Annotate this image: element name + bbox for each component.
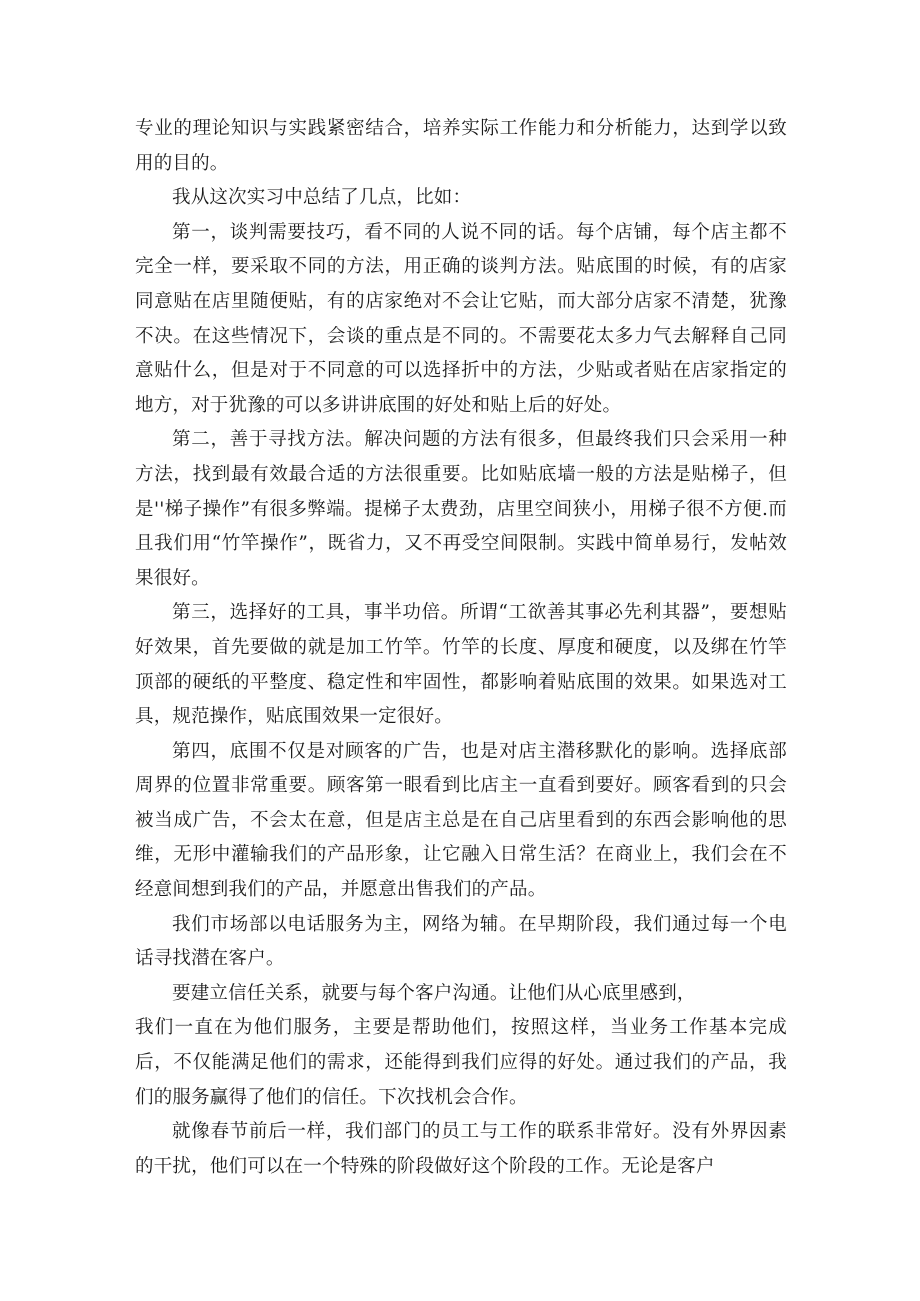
paragraph-8: 要建立信任关系，就要与每个客户沟通。让他们从心底里感到，	[172, 982, 696, 1004]
paragraph-2: 我从这次实习中总结了几点，比如：	[172, 187, 472, 209]
paragraph-9: 我们一直在为他们服务，主要是帮助他们，按照这样，当业务工作基本完成后，不仅能满足他们的需求，还能得到我们应得的好处。通过我们的产品，我们的服务赢得了他们的信任。下次找机会合作。	[135, 1017, 787, 1108]
paragraph-5: 第三，选择好的工具，事半功倍。所谓“工欲善其事必先利其器”，要想贴好效果，首先要做的就是加工竹竿。竹竿的长度、厚度和硬度，以及绑在竹竿顶部的硬纸的平整度、稳定性和牢固性，都影响着贴底围的效果。如果选对工具，规范操作，贴底围效果一定很好。	[135, 602, 787, 728]
paragraph-10: 就像春节前后一样，我们部门的员工与工作的联系非常好。没有外界因素的干扰，他们可以在一个特殊的阶段做好这个阶段的工作。无论是客户	[135, 1121, 787, 1177]
paragraph-3: 第一，谈判需要技巧，看不同的人说不同的话。每个店铺，每个店主都不完全一样，要采取不同的方法，用正确的谈判方法。贴底围的时候，有的店家同意贴在店里随便贴，有的店家绝对不会让它贴，而大部分店家不清楚，犹豫不决。在这些情况下，会谈的重点是不同的。不需要花太多力气去解释自己同意贴什么，但是对于不同意的可以选择折中的方法，少贴或者贴在店家指定的地方，对于犹豫的可以多讲讲底围的好处和贴上后的好处。	[135, 221, 787, 416]
paragraph-1: 专业的理论知识与实践紧密结合，培养实际工作能力和分析能力，达到学以致用的目的。	[135, 118, 787, 174]
document-body	[135, 112, 787, 1184]
paragraph-6: 第四，底围不仅是对顾客的广告，也是对店主潜移默化的影响。选择底部周界的位置非常重要。顾客第一眼看到比店主一直看到要好。顾客看到的只会被当成广告，不会太在意，但是店主总是在自己店里看到的东西会影响他的思维，无形中灌输我们的产品形象，让它融入日常生活？在商业上，我们会在不经意间想到我们的产品，并愿意出售我们的产品。	[135, 740, 787, 901]
paragraph-4: 第二，善于寻找方法。解决问题的方法有很多，但最终我们只会采用一种方法，找到最有效最合适的方法很重要。比如贴底墙一般的方法是贴梯子，但是''梯子操作”有很多弊端。提梯子太费劲，店里空间狭小，用梯子很不方便.而且我们用“竹竿操作”，既省力，又不再受空间限制。实践中简单易行，发帖效果很好。	[135, 429, 787, 589]
paragraph-7: 我们市场部以电话服务为主，网络为辅。在早期阶段，我们通过每一个电话寻找潜在客户。	[135, 913, 787, 970]
